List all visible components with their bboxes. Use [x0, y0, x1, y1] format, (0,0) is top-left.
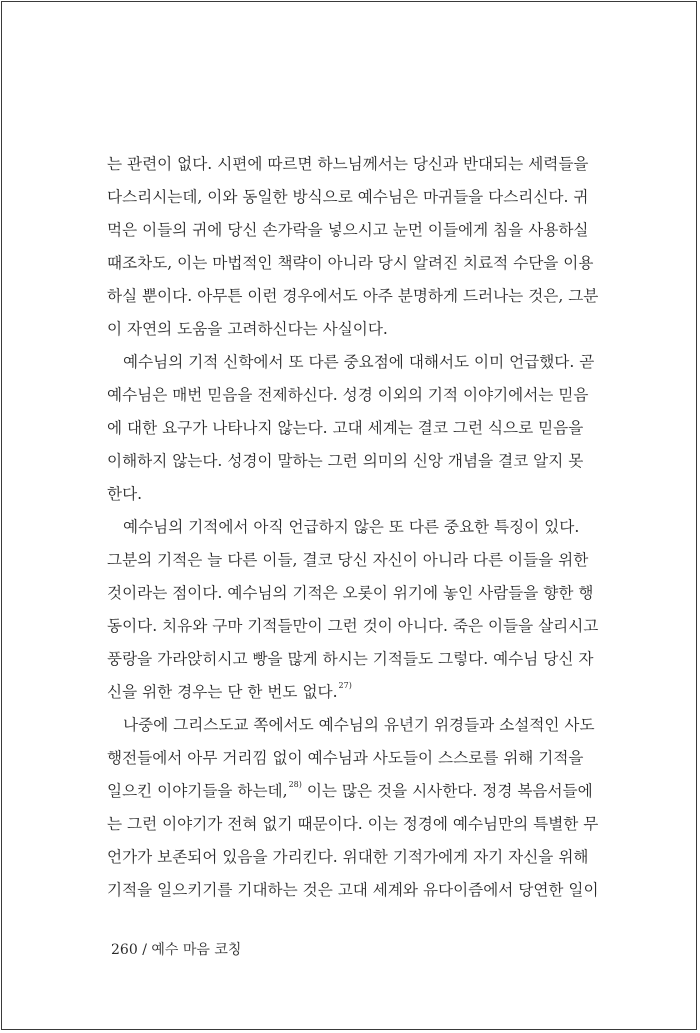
text-line: 그분의 기적은 늘 다른 이들, 결코 당신 자신이 아니라 다른 이들을 위한 [107, 551, 589, 569]
book-page [1, 1, 697, 1030]
text-line: 는 그런 이야기가 전혀 없기 때문이다. 이는 정경에 예수님만의 특별한 무 [107, 815, 599, 833]
text-line: 하실 뿐이다. 아무튼 이런 경우에서도 아주 분명하게 드러나는 것은, 그분 [107, 287, 599, 305]
text-line: 이 자연의 도움을 고려하신다는 사실이다. [107, 320, 388, 338]
page-footer [111, 939, 241, 959]
footnote-marker: 27) [338, 681, 352, 690]
text-segment: 일으킨 이야기들을 하는데, [107, 782, 288, 800]
text-line: 이해하지 않는다. 성경이 말하는 그런 의미의 신앙 개념을 결코 알지 못 [107, 452, 584, 470]
text-line [107, 676, 567, 709]
text-line: 한다. [107, 485, 143, 503]
text-line: 예수님의 기적에서 아직 언급하지 않은 또 다른 중요한 특징이 있다. [123, 518, 580, 536]
text-segment: 신을 위한 경우는 단 한 번도 없다. [107, 683, 338, 701]
text-line: 나중에 그리스도교 쪽에서도 예수님의 유년기 위경들과 소설적인 사도 [123, 716, 595, 734]
text-line: 다스리시는데, 이와 동일한 방식으로 예수님은 마귀들을 다스리신다. 귀 [107, 188, 589, 206]
footer-separator: / [142, 942, 147, 958]
paragraph-2 [107, 346, 595, 511]
page-number: 260 [111, 942, 138, 958]
text-line: 행전들에서 아무 거리낌 없이 예수님과 사도들이 스스로를 위해 기적을 [107, 749, 584, 767]
paragraph-1 [107, 148, 599, 346]
paragraph-3 [107, 511, 599, 709]
text-segment: 이는 많은 것을 시사한다. 정경 복음서들에 [301, 782, 593, 800]
body-text [107, 148, 599, 907]
text-line [107, 775, 593, 808]
text-line: 예수님은 매번 믿음을 전제하신다. 성경 이외의 기적 이야기에서는 믿음 [107, 386, 589, 404]
text-line: 풍랑을 가라앉히시고 빵을 많게 하시는 기적들도 그렇다. 예수님 당신 자 [107, 650, 594, 668]
book-title: 예수 마음 코칭 [151, 942, 242, 958]
text-line: 예수님의 기적 신학에서 또 다른 중요점에 대해서도 이미 언급했다. 곧 [123, 353, 595, 371]
text-line: 는 관련이 없다. 시편에 따르면 하느님께서는 당신과 반대되는 세력들을 [107, 155, 589, 173]
text-line: 때조차도, 이는 마법적인 책략이 아니라 당시 알려진 치료적 수단을 이용 [107, 254, 594, 272]
text-line: 먹은 이들의 귀에 당신 손가락을 넣으시고 눈먼 이들에게 침을 사용하실 [107, 221, 589, 239]
text-line: 에 대한 요구가 나타나지 않는다. 고대 세계는 결코 그런 식으로 믿음을 [107, 419, 584, 437]
footnote-marker: 28) [288, 780, 302, 789]
paragraph-4 [107, 709, 599, 907]
text-line: 것이라는 점이다. 예수님의 기적은 오롯이 위기에 놓인 사람들을 향한 행 [107, 584, 594, 602]
text-line: 언가가 보존되어 있음을 가리킨다. 위대한 기적가에게 자기 자신을 위해 [107, 848, 589, 866]
text-line: 기적을 일으키기를 기대하는 것은 고대 세계와 유다이즘에서 당연한 일이 [107, 881, 599, 899]
text-line: 동이다. 치유와 구마 기적들만이 그런 것이 아니다. 죽은 이들을 살리시고 [107, 617, 599, 635]
